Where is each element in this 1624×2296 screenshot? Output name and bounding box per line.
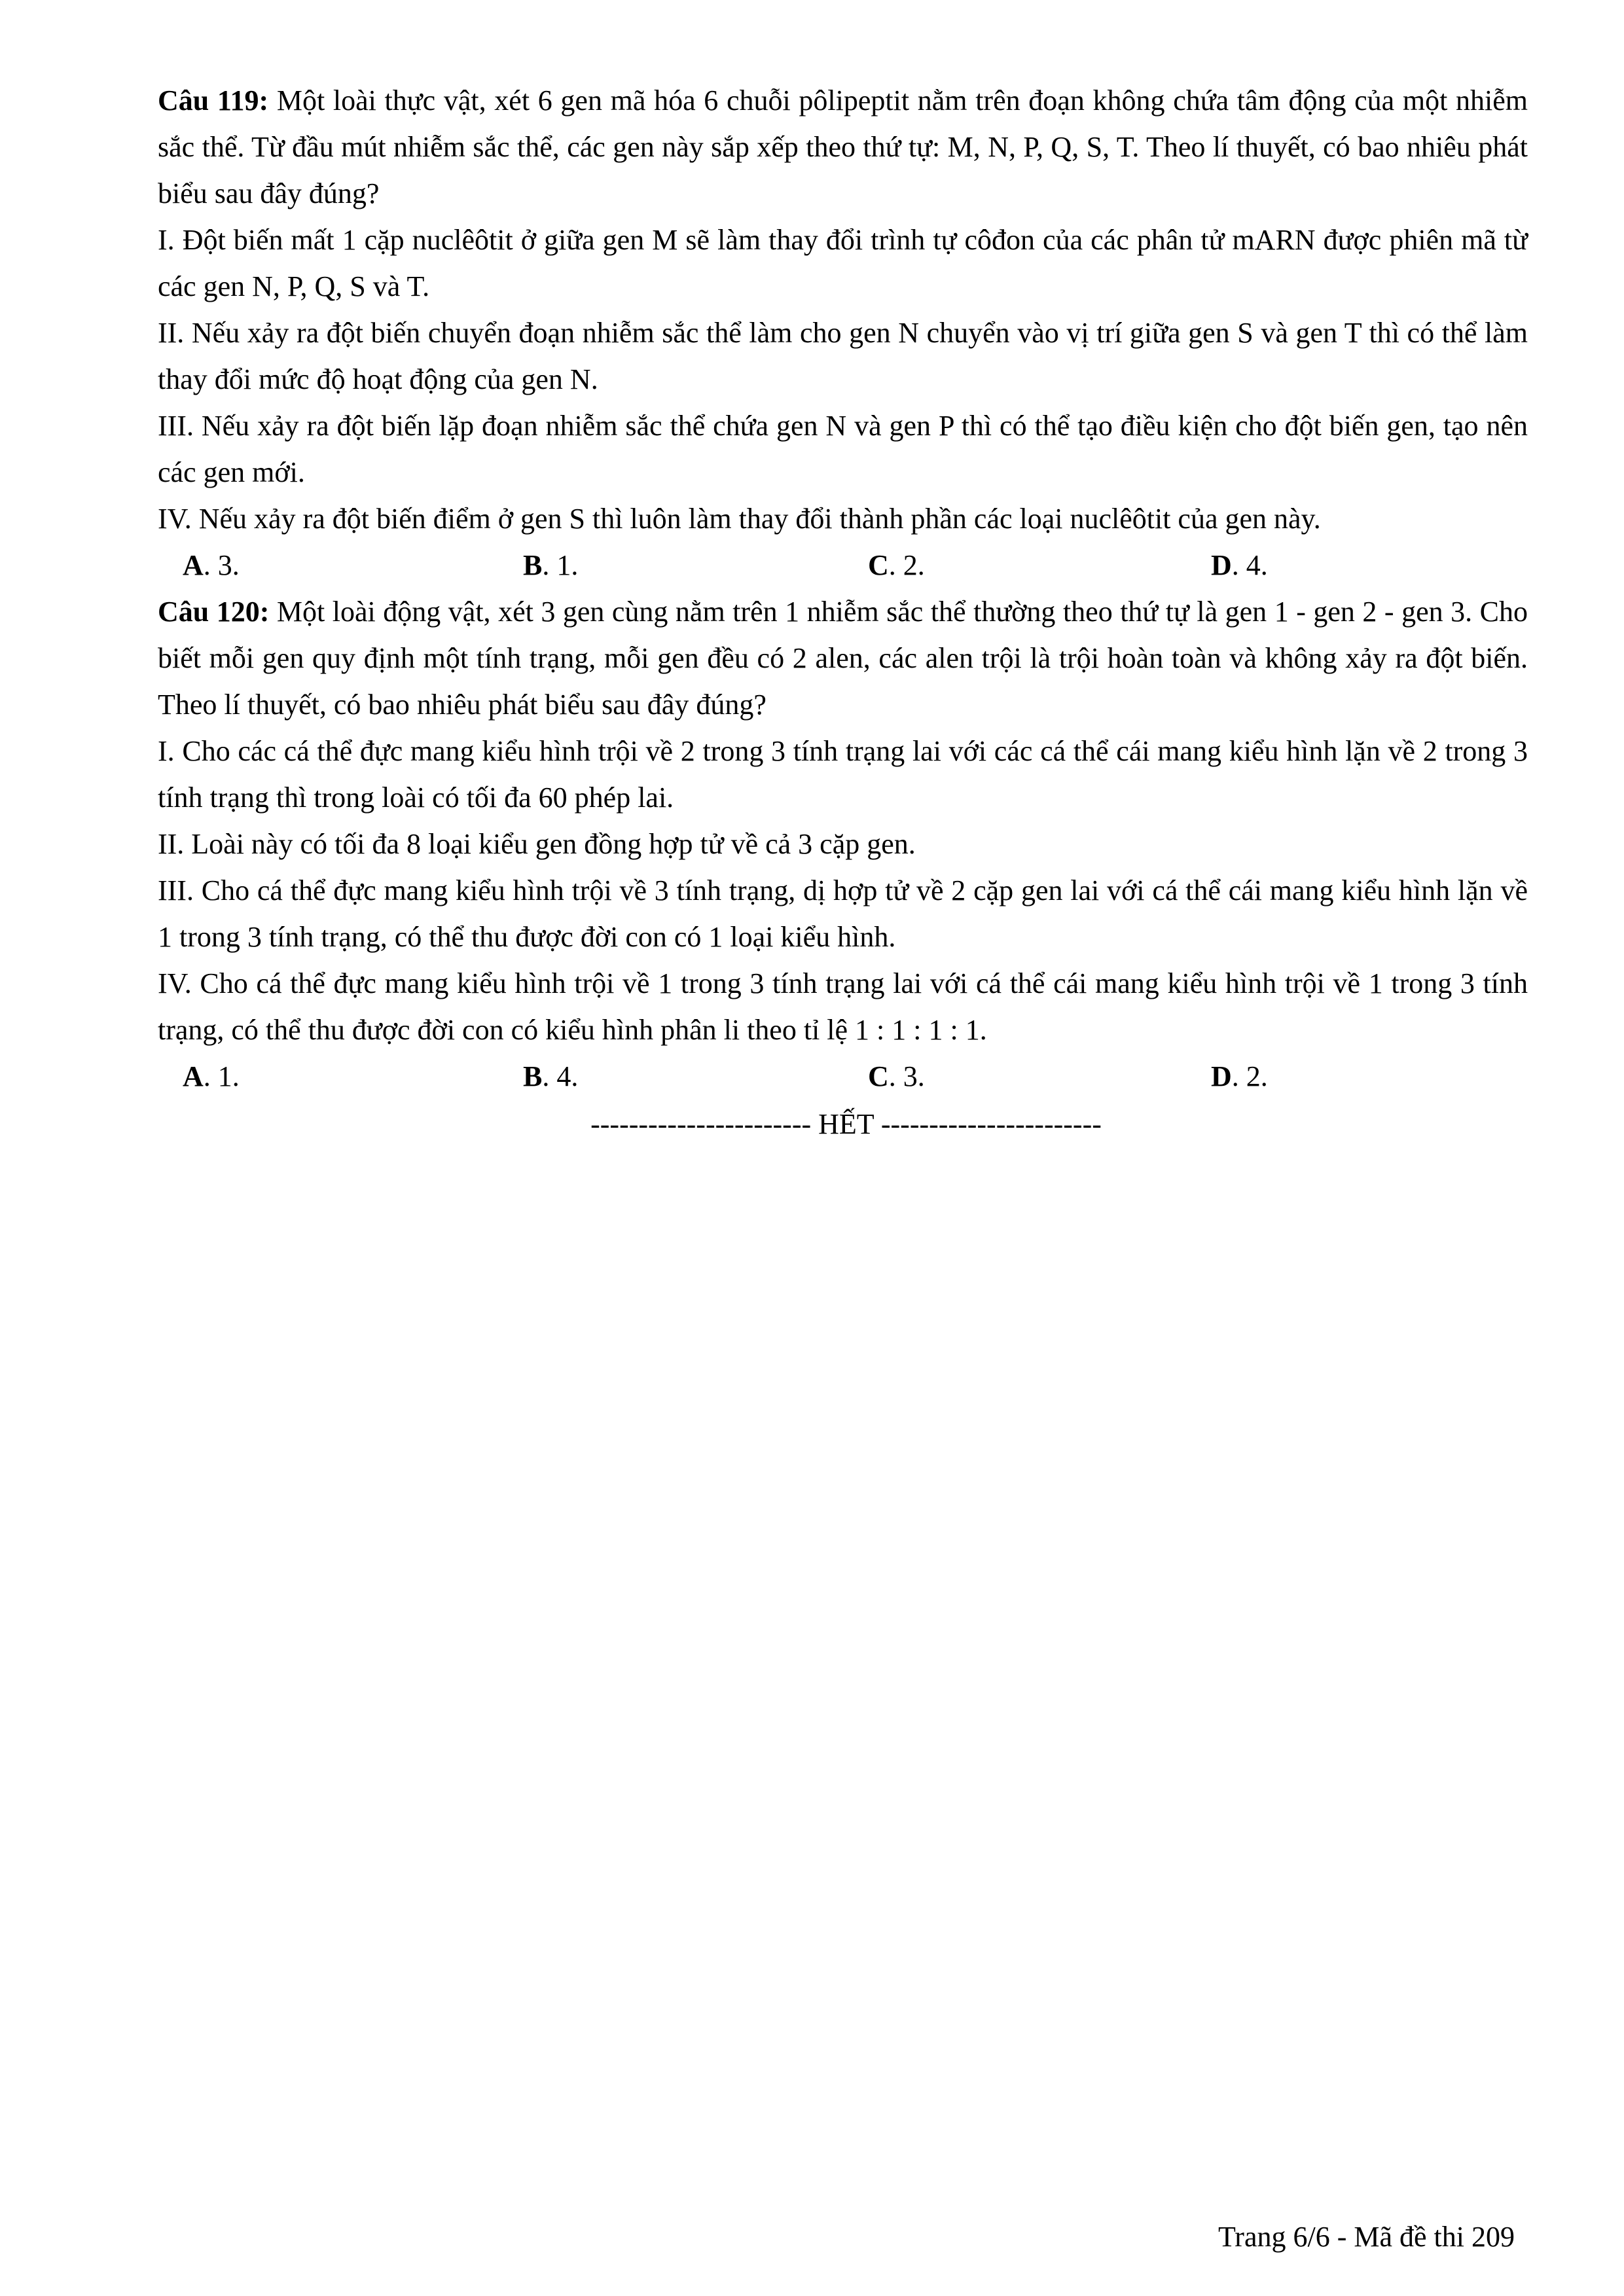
- question-119-text: Một loài thực vật, xét 6 gen mã hóa 6 chuỗi pôlipeptit nằm trên đoạn không chứa tâm động của một nhiễm sắc thể. Từ đầu mút nhiễm sắc thể, các gen này sắp xếp theo thứ tự: M, N, P, Q, S, T. Theo lí thuyết, có bao nhiêu phát biểu sau đây đúng?: [158, 84, 1528, 209]
- option-text: . 4.: [542, 1060, 579, 1092]
- question-119-option-a: [183, 542, 240, 588]
- page-footer: Trang 6/6 - Mã đề thi 209: [1218, 2221, 1515, 2253]
- question-119-label: Câu 119:: [158, 84, 269, 117]
- option-text: . 2.: [1231, 1060, 1268, 1092]
- option-letter: C: [868, 1060, 889, 1092]
- option-letter: A: [183, 1060, 204, 1092]
- question-119-stem: [158, 77, 1528, 217]
- question-120-statement-4: IV. Cho cá thể đực mang kiểu hình trội về 1 trong 3 tính trạng lai với cá thể cái mang kiểu hình trội về 1 trong 3 tính trạng, có thể thu được đời con có kiểu hình phân li theo tỉ lệ 1 : 1 : 1 : 1.: [158, 967, 1528, 1046]
- question-120-option-b: [523, 1053, 578, 1100]
- question-119-option-b: [523, 542, 578, 588]
- question-120-statement-2: II. Loài này có tối đa 8 loại kiểu gen đồng hợp tử về cả 3 cặp gen.: [158, 828, 916, 860]
- question-119-statement-4: IV. Nếu xảy ra đột biến điểm ở gen S thì luôn làm thay đổi thành phần các loại nuclêôtit của gen này.: [158, 503, 1321, 535]
- question-120-text: Một loài động vật, xét 3 gen cùng nằm trên 1 nhiễm sắc thể thường theo thứ tự là gen 1 - gen 2 - gen 3. Cho biết mỗi gen quy định một tính trạng, mỗi gen đều có 2 alen, các alen trội là trội hoàn toàn và không xảy ra đột biến. Theo lí thuyết, có bao nhiêu phát biểu sau đây đúng?: [158, 596, 1528, 721]
- option-letter: D: [1211, 1060, 1232, 1092]
- question-119-statement-3: III. Nếu xảy ra đột biến lặp đoạn nhiễm sắc thể chứa gen N và gen P thì có thể tạo điều kiện cho đột biến gen, tạo nên các gen mới.: [158, 410, 1528, 488]
- option-letter: B: [523, 549, 543, 581]
- exam-page-content: [158, 77, 1528, 1147]
- question-120-label: Câu 120:: [158, 596, 270, 628]
- question-120-option-d: [1211, 1053, 1268, 1100]
- option-letter: A: [183, 549, 204, 581]
- question-120-option-c: [868, 1053, 925, 1100]
- option-text: . 2.: [888, 549, 925, 581]
- option-letter: D: [1211, 549, 1232, 581]
- question-119-option-d: [1211, 542, 1268, 588]
- question-119-option-c: [868, 542, 925, 588]
- question-120-stem: [158, 588, 1528, 728]
- question-119-options: [158, 542, 1528, 588]
- option-text: . 1.: [542, 549, 579, 581]
- option-text: . 4.: [1231, 549, 1268, 581]
- option-text: . 1.: [203, 1060, 240, 1092]
- question-120-statement-1: I. Cho các cá thể đực mang kiểu hình trội về 2 trong 3 tính trạng lai với các cá thể cái mang kiểu hình lặn về 2 trong 3 tính trạng thì trong loài có tối đa 60 phép lai.: [158, 735, 1528, 814]
- question-120-options: [158, 1053, 1528, 1100]
- option-text: . 3.: [203, 549, 240, 581]
- question-119-statement-2: II. Nếu xảy ra đột biến chuyển đoạn nhiễm sắc thể làm cho gen N chuyển vào vị trí giữa gen S và gen T thì có thể làm thay đổi mức độ hoạt động của gen N.: [158, 317, 1528, 395]
- option-letter: C: [868, 549, 889, 581]
- end-of-exam-marker: ----------------------- HẾT -----------------------: [590, 1108, 1102, 1140]
- question-120-statement-3: III. Cho cá thể đực mang kiểu hình trội về 3 tính trạng, dị hợp tử về 2 cặp gen lai với cá thể cái mang kiểu hình lặn về 1 trong 3 tính trạng, có thể thu được đời con có 1 loại kiểu hình.: [158, 874, 1528, 953]
- question-119-statement-1: I. Đột biến mất 1 cặp nuclêôtit ở giữa gen M sẽ làm thay đổi trình tự côđon của các phân tử mARN được phiên mã từ các gen N, P, Q, S và T.: [158, 224, 1528, 302]
- option-text: . 3.: [888, 1060, 925, 1092]
- question-120-option-a: [183, 1053, 240, 1100]
- option-letter: B: [523, 1060, 543, 1092]
